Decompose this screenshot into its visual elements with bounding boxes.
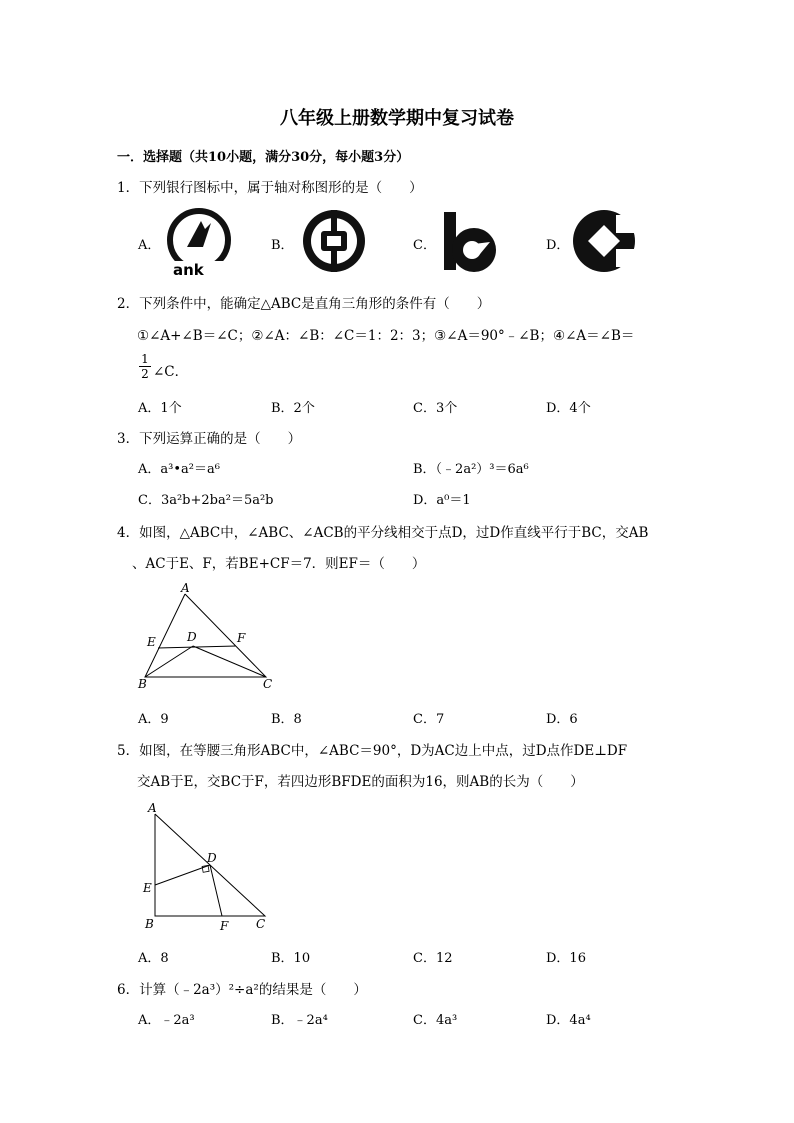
bank-logo-a-icon [163, 207, 235, 279]
q5-label-c: C [256, 917, 266, 931]
q4-option-d: D．6 [546, 712, 578, 727]
q4-label-c: C [263, 677, 273, 691]
q6-option-b: B．﹣2a⁴ [271, 1013, 328, 1028]
question-4-stem-line2: 、AC于E、F，若BE+CF＝7．则EF＝（ ） [132, 556, 426, 572]
q2-option-d: D．4个 [546, 401, 591, 416]
construction-bank-logo-icon [570, 207, 638, 275]
q3-option-a: A．a³•a²＝a⁶ [138, 462, 220, 477]
q5-label-a: A [148, 801, 157, 815]
q5-label-f: F [220, 919, 229, 933]
question-5-stem-line2: 交AB于E，交BC于F，若四边形BFDE的面积为16，则AB的长为（ ） [137, 774, 584, 790]
q1-option-b-label: B． [271, 238, 294, 253]
q6-option-d: D．4a⁴ [546, 1013, 591, 1028]
q2-conditions-line: ①∠A+∠B＝∠C；②∠A：∠B：∠C＝1：2：3；③∠A＝90°﹣∠B；④∠A＝∠B＝ [137, 328, 635, 344]
question-6-stem: 6．计算（﹣2a³）²÷a²的结果是（ ） [117, 982, 367, 998]
question-2-stem: 2．下列条件中，能确定△ABC是直角三角形的条件有（ ） [117, 296, 491, 312]
bank-of-china-logo-icon [300, 207, 368, 275]
question-3-stem: 3．下列运算正确的是（ ） [117, 431, 302, 447]
q6-option-c: C．4a³ [413, 1013, 458, 1028]
q4-triangle-figure [135, 580, 280, 692]
q4-option-b: B．8 [271, 712, 302, 727]
q5-label-d: D [207, 851, 217, 865]
q5-label-e: E [143, 881, 152, 895]
q5-label-b: B [145, 917, 154, 931]
fraction-denominator: 2 [139, 366, 151, 381]
q1-option-c-label: C． [413, 238, 436, 253]
bank-logo-text: ank [173, 261, 204, 279]
q2-option-a: A．1个 [138, 401, 182, 416]
question-5-stem-line1: 5．如图，在等腰三角形ABC中，∠ABC＝90°，D为AC边上中点，过D点作DE⊥DF [117, 743, 628, 759]
question-1-stem: 1．下列银行图标中，属于轴对称图形的是（ ） [117, 180, 423, 196]
page-title: 八年级上册数学期中复习试卷 [280, 108, 514, 129]
q2-option-c: C．3个 [413, 401, 458, 416]
q4-option-a: A．9 [138, 712, 169, 727]
q1-option-d-label: D． [546, 238, 570, 253]
question-4-stem-line1: 4．如图，△ABC中，∠ABC、∠ACB的平分线相交于点D，过D作直线平行于BC，交AB [117, 525, 649, 541]
q5-option-b: B．10 [271, 951, 311, 966]
q3-option-d: D．a⁰＝1 [413, 493, 471, 508]
q2-option-b: B．2个 [271, 401, 315, 416]
q1-option-a-label: A． [138, 238, 161, 253]
q2-fraction [139, 352, 151, 381]
q4-label-b: B [138, 677, 147, 691]
q4-option-c: C．7 [413, 712, 445, 727]
q5-option-a: A．8 [138, 951, 169, 966]
q5-option-c: C．12 [413, 951, 453, 966]
bank-logo-c-icon [440, 208, 506, 276]
q4-label-f: F [237, 631, 246, 645]
q4-label-e: E [147, 635, 156, 649]
q2-line2-tail: ∠C． [153, 364, 189, 380]
q5-triangle-figure [140, 800, 275, 935]
q6-option-a: A．﹣2a³ [138, 1013, 195, 1028]
q3-option-c: C．3a²b+2ba²＝5a²b [138, 493, 274, 508]
q5-option-d: D．16 [546, 951, 586, 966]
section-heading: 一．选择题（共10小题，满分30分，每小题3分） [117, 150, 410, 165]
fraction-numerator: 1 [141, 352, 149, 366]
q3-option-b: B．（﹣2a²）³＝6a⁶ [413, 462, 529, 477]
q4-label-d: D [187, 630, 197, 644]
q4-label-a: A [181, 581, 190, 595]
